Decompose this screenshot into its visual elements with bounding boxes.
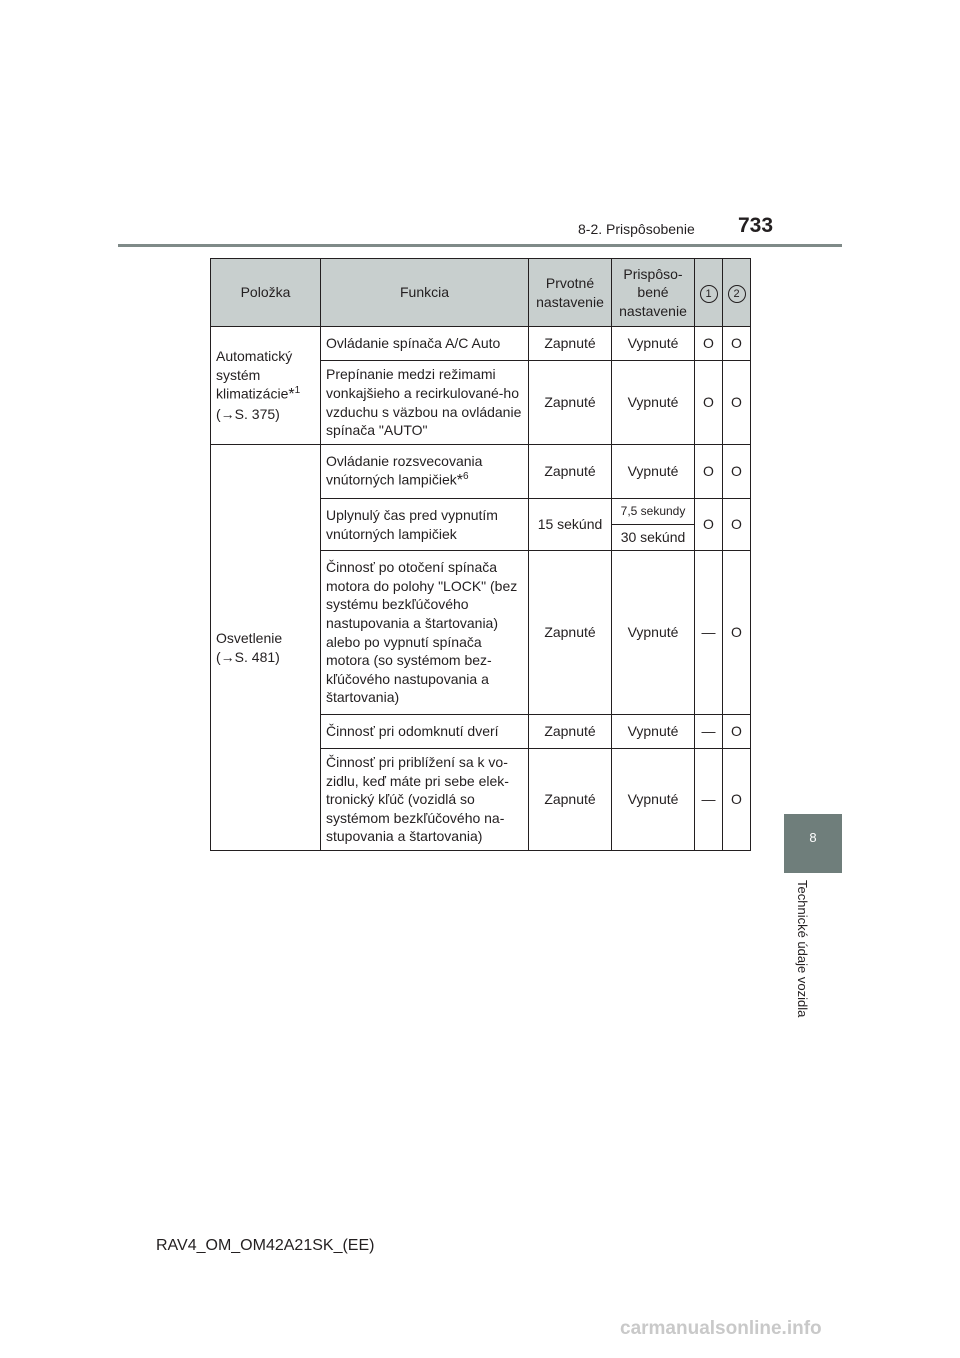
page-number: 733 (738, 214, 774, 237)
default-cell: 15 sekúnd (529, 499, 612, 551)
custom-cell: Vypnuté (612, 445, 695, 499)
chapter-number: 8 (809, 830, 817, 845)
header-custom: Prispôso-bené nastavenie (612, 259, 695, 327)
item-climate (211, 327, 321, 445)
col2-cell: O (723, 361, 751, 445)
default-cell: Zapnuté (529, 327, 612, 361)
chapter-tab[interactable] (784, 814, 842, 873)
function-cell (321, 445, 529, 499)
header-default: Prvotné nastavenie (529, 259, 612, 327)
header-col1 (695, 259, 723, 327)
table-row (211, 327, 751, 361)
item-climate-line2: systém (216, 366, 261, 383)
table-row (211, 445, 751, 499)
col1-cell: — (695, 551, 723, 715)
custom-cell-a: 7,5 sekundy (612, 499, 695, 525)
col1-cell: — (695, 749, 723, 851)
function-cell: Ovládanie spínača A/C Auto (321, 327, 529, 361)
default-cell: Zapnuté (529, 361, 612, 445)
item-climate-ref[interactable]: (→S. 375) (216, 406, 280, 423)
customization-table (210, 258, 751, 851)
default-cell: Zapnuté (529, 749, 612, 851)
header-item: Položka (211, 259, 321, 327)
footnote-star: * (288, 386, 295, 404)
footnote-star: * (456, 472, 463, 490)
header-col2 (723, 259, 751, 327)
col1-cell: O (695, 361, 723, 445)
chapter-label: Technické údaje vozidla (795, 880, 810, 1018)
function-text: Ovládanie rozsvecovania vnútorných lampičiek (326, 452, 483, 488)
default-cell: Zapnuté (529, 715, 612, 749)
function-cell: Činnosť pri priblížení sa k vo-zidlu, keď máte pri sebe elek-tronický kľúč (vozidlá so systémom bezkľúčového na-stupovania a štartovania) (321, 749, 529, 851)
footnote-number: 6 (462, 471, 469, 483)
item-lighting-label: Osvetlenie (216, 629, 283, 646)
col2-cell: O (723, 551, 751, 715)
custom-cell: Vypnuté (612, 551, 695, 715)
col1-cell: O (695, 445, 723, 499)
item-lighting (211, 445, 321, 851)
col1-cell: — (695, 715, 723, 749)
function-cell: Uplynulý čas pred vypnutím vnútorných lampičiek (321, 499, 529, 551)
watermark: carmanualsonline.info (620, 1318, 822, 1339)
custom-cell-b: 30 sekúnd (612, 525, 695, 551)
function-cell: Činnosť po otočení spínača motora do polohy "LOCK" (bez systému bezkľúčového nastupovania a štartovania) alebo po vypnutí spínača motora (so systémom bez-kľúčového nastupovania a štartovania) (321, 551, 529, 715)
col1-cell: O (695, 499, 723, 551)
col2-cell: O (723, 749, 751, 851)
custom-cell: Vypnuté (612, 749, 695, 851)
circled-1-icon: 1 (700, 285, 718, 303)
custom-cell: Vypnuté (612, 327, 695, 361)
default-cell: Zapnuté (529, 445, 612, 499)
item-lighting-ref[interactable]: (→S. 481) (216, 648, 280, 665)
col2-cell: O (723, 499, 751, 551)
document-code: RAV4_OM_OM42A21SK_(EE) (156, 1237, 375, 1254)
header-function: Funkcia (321, 259, 529, 327)
custom-cell: Vypnuté (612, 715, 695, 749)
col2-cell: O (723, 445, 751, 499)
function-cell: Prepínanie medzi režimami vonkajšieho a recirkulované-ho vzduchu s väzbou na ovládanie spínača "AUTO" (321, 361, 529, 445)
item-climate-line1: Automatický (216, 347, 293, 364)
footnote-number: 1 (294, 385, 301, 397)
col2-cell: O (723, 715, 751, 749)
circled-2-icon: 2 (728, 285, 746, 303)
col1-cell: O (695, 327, 723, 361)
custom-cell: Vypnuté (612, 361, 695, 445)
default-cell: Zapnuté (529, 551, 612, 715)
function-cell: Činnosť pri odomknutí dverí (321, 715, 529, 749)
header-rule (118, 244, 842, 247)
section-title: 8-2. Prispôsobenie (578, 221, 695, 237)
item-climate-line3: klimatizácie (216, 385, 289, 402)
table-header-row (211, 259, 751, 327)
col2-cell: O (723, 327, 751, 361)
